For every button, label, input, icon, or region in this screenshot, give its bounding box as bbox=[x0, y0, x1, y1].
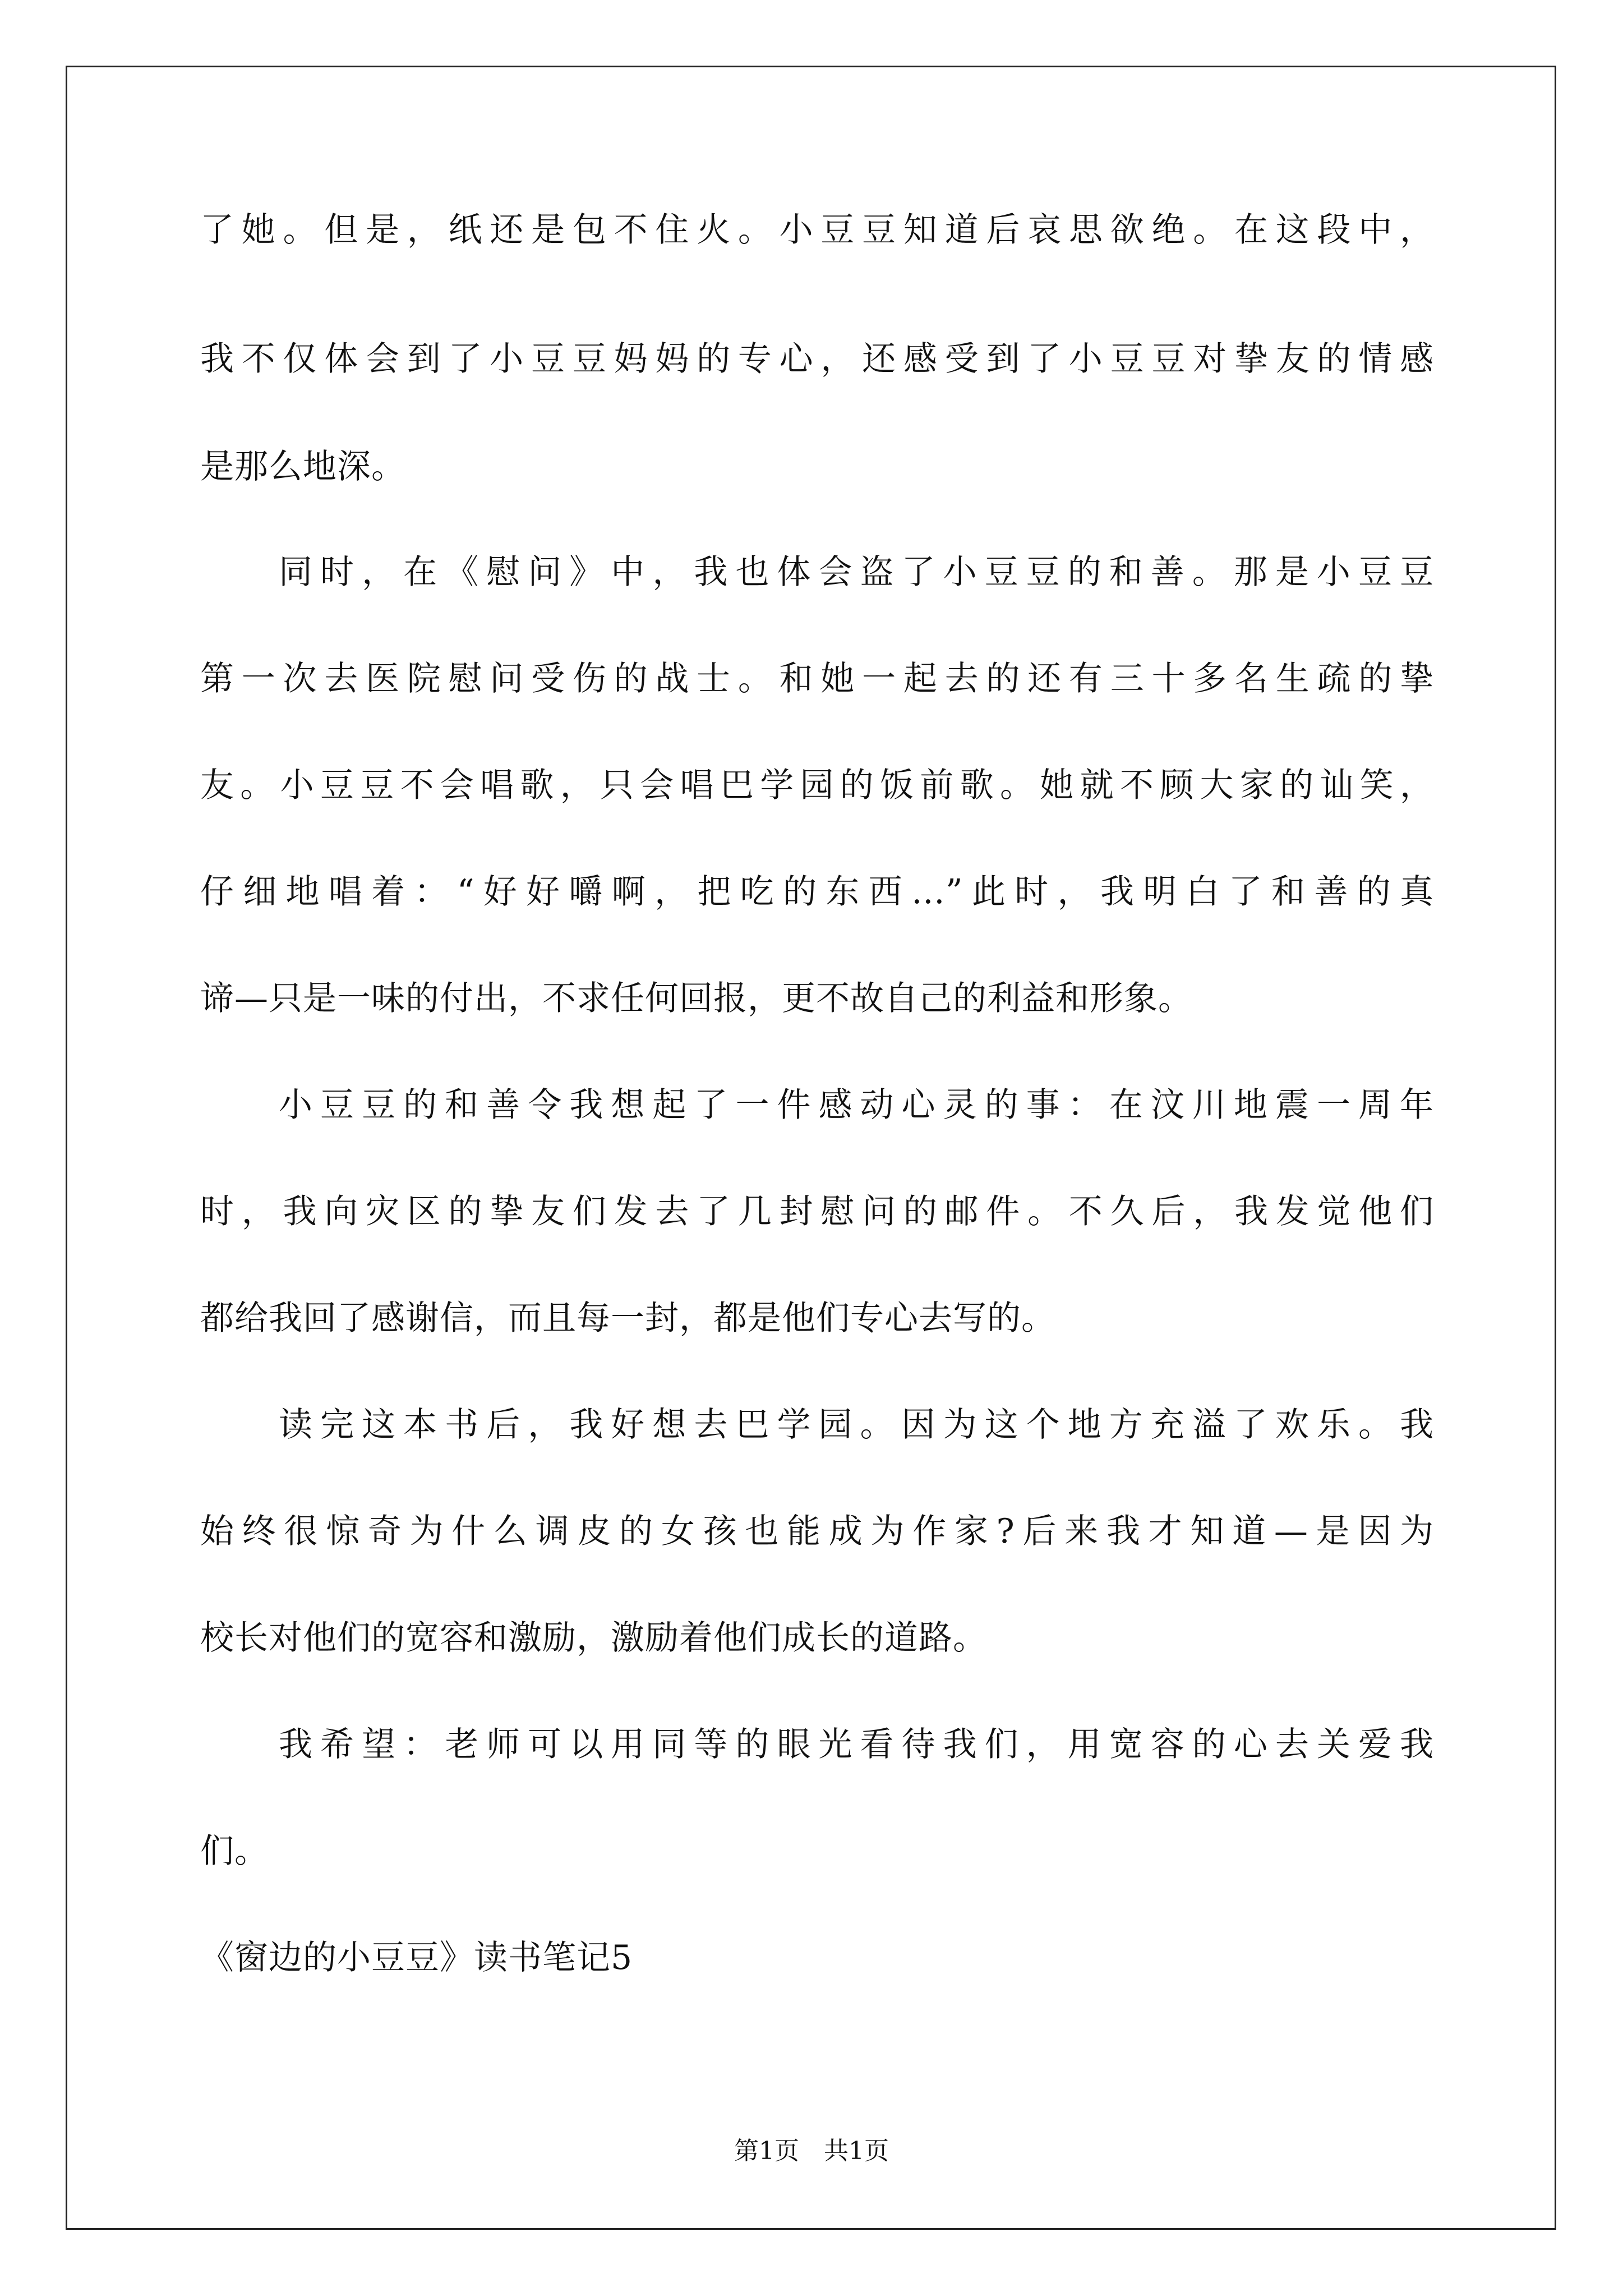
text-line-8: 谛—只是一味的付出，不求任何回报，更不故自己的利益和形象。 bbox=[200, 979, 1192, 1018]
text-line-15: 我希望：老师可以用同等的眼光看待我们，用宽容的心去关爱我 bbox=[279, 1725, 1434, 1764]
text-line-11: 都给我回了感谢信，而且每一封，都是他们专心去写的。 bbox=[200, 1299, 1055, 1338]
text-line-10: 时，我向灾区的挚友们发去了几封慰问的邮件。不久后，我发觉他们 bbox=[200, 1192, 1434, 1231]
page-footer: 第1页 共1页 bbox=[734, 2137, 889, 2165]
text-line-5: 第一次去医院慰问受伤的战士。和她一起去的还有三十多名生疏的挚 bbox=[200, 659, 1434, 698]
page-border bbox=[66, 66, 1556, 2230]
text-line-12: 读完这本书后，我好想去巴学园。因为这个地方充溢了欢乐。我 bbox=[279, 1405, 1434, 1444]
text-line-13: 始终很惊奇为什么调皮的女孩也能成为作家?后来我才知道—是因为 bbox=[200, 1512, 1434, 1551]
text-line-14: 校长对他们的宽容和激励，激励着他们成长的道路。 bbox=[200, 1618, 987, 1658]
text-line-3: 是那么地深。 bbox=[200, 447, 405, 486]
text-line-4: 同时，在《慰问》中，我也体会盗了小豆豆的和善。那是小豆豆 bbox=[279, 553, 1434, 592]
text-line-2: 我不仅体会到了小豆豆妈妈的专心，还感受到了小豆豆对挚友的情感 bbox=[200, 339, 1434, 379]
text-line-1: 了她。但是，纸还是包不住火。小豆豆知道后哀思欲绝。在这段中， bbox=[200, 210, 1434, 250]
section-heading: 《窗边的小豆豆》读书笔记5 bbox=[200, 1938, 633, 1977]
text-line-16: 们。 bbox=[200, 1832, 269, 1871]
text-line-7: 仔细地唱着：“好好嚼啊，把吃的东西…”此时，我明白了和善的真 bbox=[200, 872, 1434, 912]
text-line-6: 友。小豆豆不会唱歌，只会唱巴学园的饭前歌。她就不顾大家的讪笑， bbox=[200, 766, 1434, 805]
text-line-9: 小豆豆的和善令我想起了一件感动心灵的事：在汶川地震一周年 bbox=[279, 1085, 1434, 1125]
